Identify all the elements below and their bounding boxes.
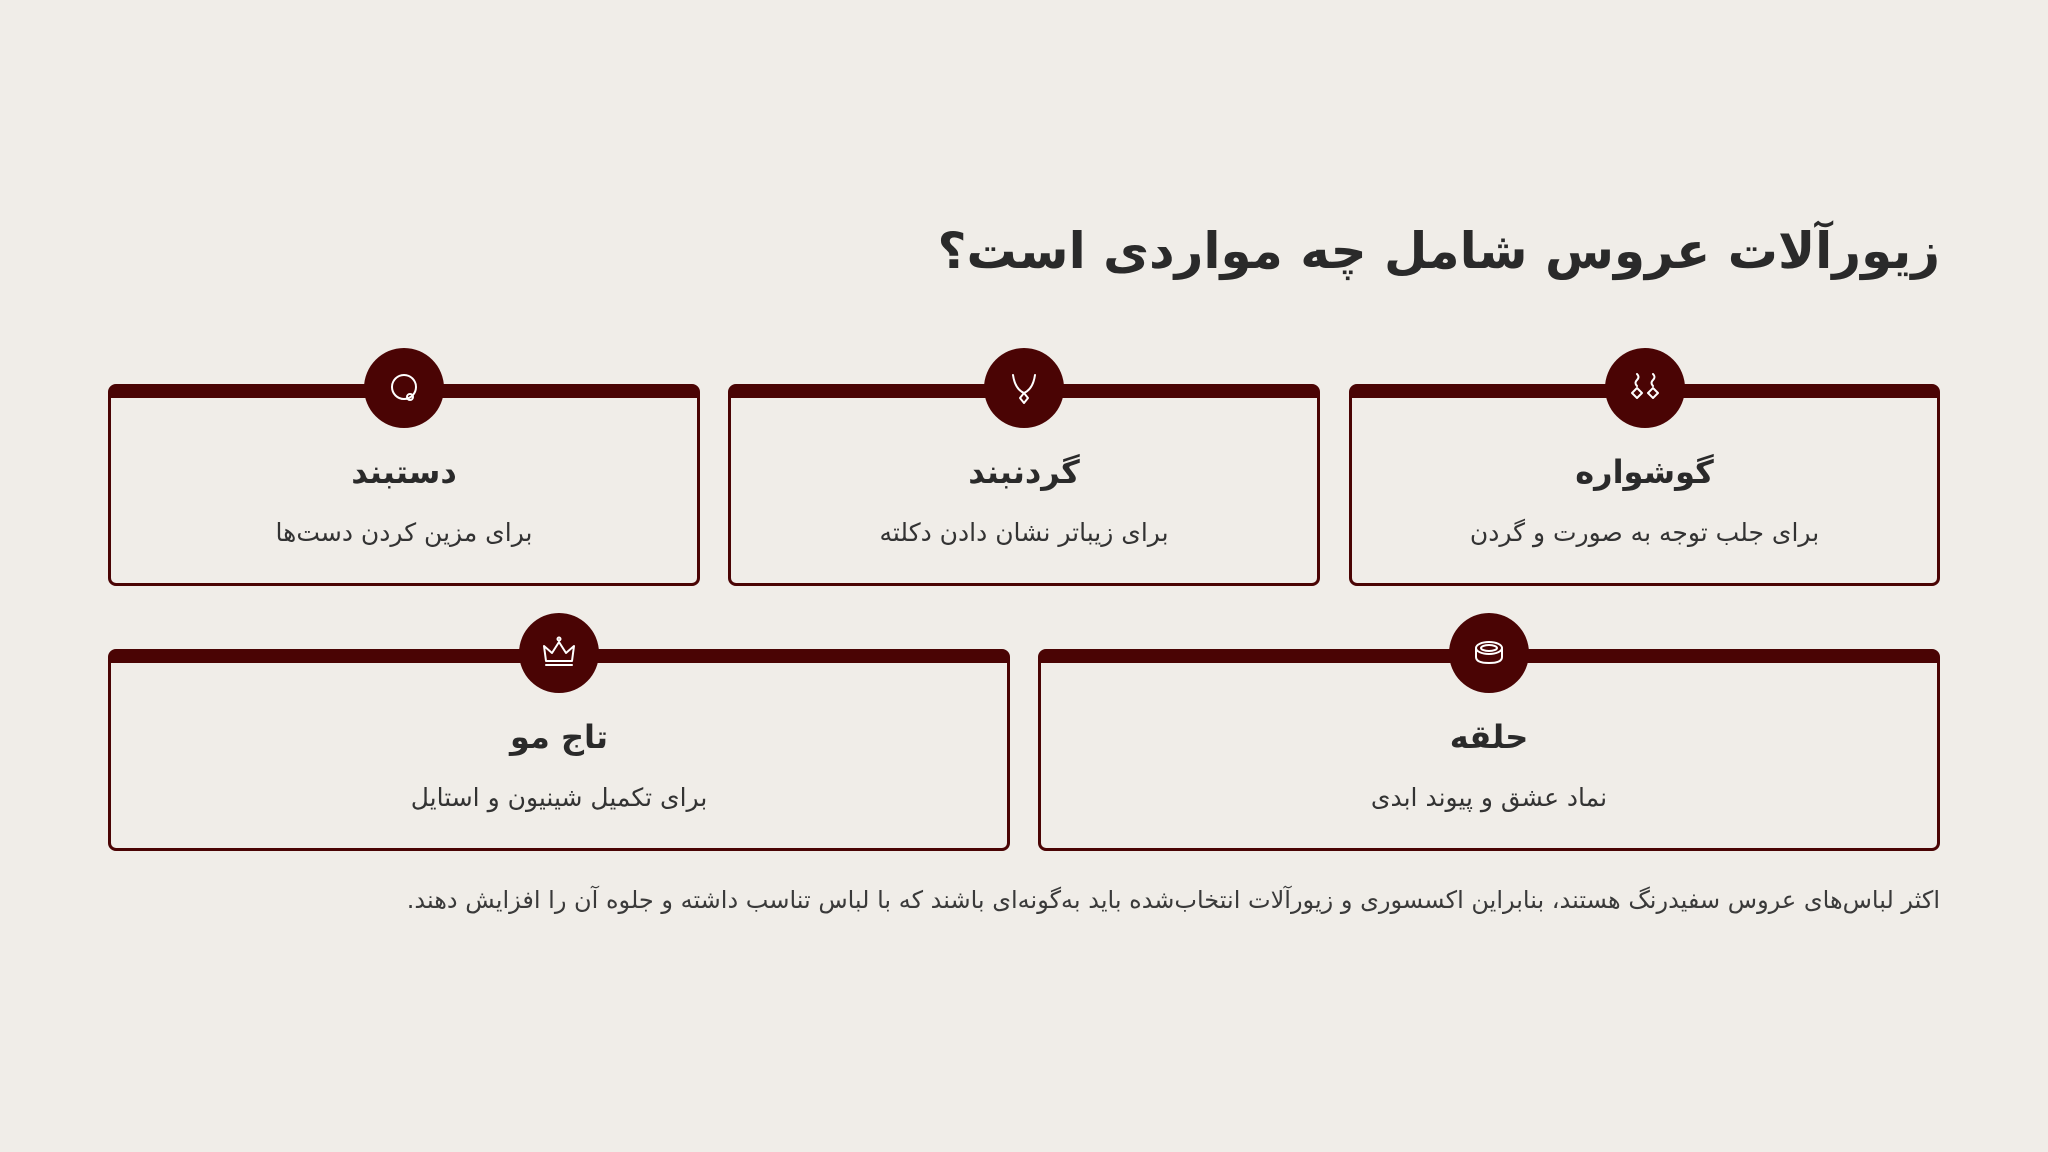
card-description: برای مزین کردن دست‌ها — [275, 518, 533, 547]
card-earrings — [1349, 384, 1940, 586]
card-ring — [1038, 649, 1940, 851]
footnote: اکثر لباس‌های عروس سفیدرنگ هستند، بنابراین اکسسوری و زیورآلات انتخاب‌شده باید به‌گونه‌ای باشند که با لباس تناسب داشته و جلوه آن را افزایش دهند. — [406, 886, 1940, 914]
necklace-icon — [984, 348, 1064, 428]
card-crown — [108, 649, 1010, 851]
bracelet-icon — [364, 348, 444, 428]
crown-icon — [519, 613, 599, 693]
card-description: برای زیباتر نشان دادن دکلته — [879, 518, 1169, 547]
card-necklace — [728, 384, 1320, 586]
card-description: نماد عشق و پیوند ابدی — [1370, 783, 1608, 812]
card-title: گردنبند — [968, 453, 1080, 491]
card-description: برای جلب توجه به صورت و گردن — [1469, 518, 1820, 547]
card-description: برای تکمیل شینیون و استایل — [410, 783, 708, 812]
card-title: تاج مو — [509, 718, 609, 756]
card-bracelet — [108, 384, 700, 586]
card-title: گوشواره — [1575, 453, 1714, 491]
ring-icon — [1449, 613, 1529, 693]
card-title: دستبند — [351, 453, 457, 491]
earrings-icon — [1605, 348, 1685, 428]
card-title: حلقه — [1449, 718, 1529, 756]
page-title: زیورآلات عروس شامل چه مواردی است؟ — [937, 222, 1940, 280]
